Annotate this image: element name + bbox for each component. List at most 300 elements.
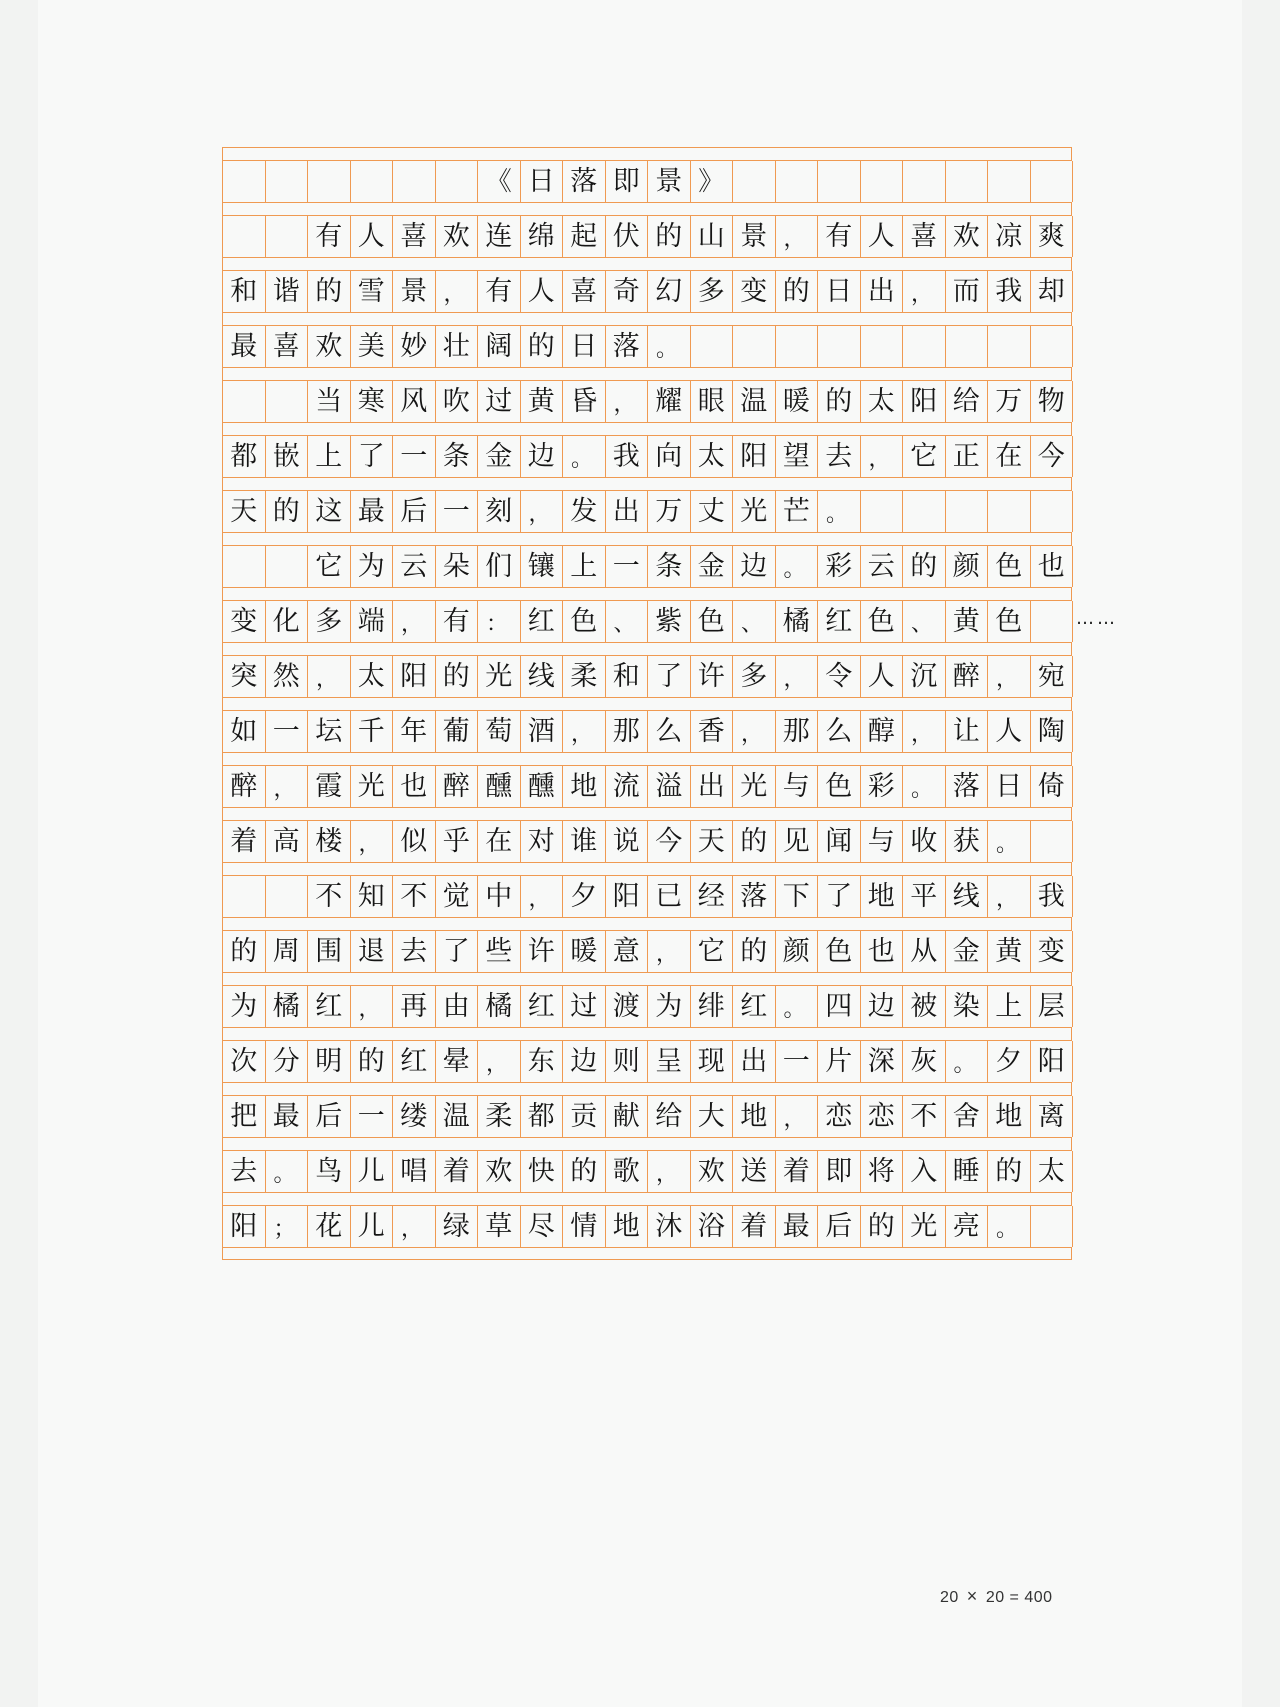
row-gap [222, 1192, 1072, 1205]
word-count-footer [940, 1586, 1053, 1607]
grid-cell [988, 491, 1031, 532]
grid-cell: 上 [563, 546, 606, 587]
grid-cell [861, 161, 904, 202]
grid-cell: 条 [436, 436, 479, 477]
grid-cell: 暖 [563, 931, 606, 972]
grid-cell: 贡 [563, 1096, 606, 1137]
grid-cell: 人 [861, 656, 904, 697]
grid-cell [988, 161, 1031, 202]
row-gap [222, 312, 1072, 325]
grid-cell: 去 [223, 1151, 266, 1192]
grid-cell: 、 [606, 601, 649, 642]
grid-cell: 年 [393, 711, 436, 752]
grid-cell: 浴 [691, 1206, 734, 1247]
grid-cell [223, 876, 266, 917]
grid-cell: 上 [988, 986, 1031, 1027]
composition-grid [222, 147, 1072, 1260]
grid-cell: 、 [733, 601, 776, 642]
grid-cell: 倚 [1031, 766, 1074, 807]
grid-cell: 幻 [648, 271, 691, 312]
grid-cell: 亮 [946, 1206, 989, 1247]
grid-cell: ， [521, 491, 564, 532]
grid-cell: 望 [776, 436, 819, 477]
grid-cell: 发 [563, 491, 606, 532]
grid-cell: 后 [818, 1206, 861, 1247]
grid-cell: 恋 [861, 1096, 904, 1137]
grid-cell: 过 [478, 381, 521, 422]
grid-cell: 了 [648, 656, 691, 697]
grid-cell: 地 [733, 1096, 776, 1137]
grid-cell: 黄 [521, 381, 564, 422]
grid-cell: 爽 [1031, 216, 1074, 257]
grid-cell: ， [351, 986, 394, 1027]
grid-cell: 东 [521, 1041, 564, 1082]
grid-cell: 周 [266, 931, 309, 972]
grid-cell: 一 [393, 436, 436, 477]
grid-cell [988, 326, 1031, 367]
grid-cell: ， [308, 656, 351, 697]
grid-cell: 入 [903, 1151, 946, 1192]
grid-cell: 天 [223, 491, 266, 532]
grid-cell: 金 [478, 436, 521, 477]
grid-cell: 落 [733, 876, 776, 917]
grid-cell: 夕 [988, 1041, 1031, 1082]
grid-cell: 金 [691, 546, 734, 587]
grid-cell: 献 [606, 1096, 649, 1137]
grid-cell: 彩 [861, 766, 904, 807]
grid-cell: ， [776, 1096, 819, 1137]
grid-cell: 万 [988, 381, 1031, 422]
grid-row [222, 545, 1072, 587]
grid-cell: 的 [861, 1206, 904, 1247]
grid-cell: ； [266, 1206, 309, 1247]
grid-cell: 今 [648, 821, 691, 862]
grid-row [222, 160, 1072, 202]
grid-cell [903, 491, 946, 532]
grid-cell: 似 [393, 821, 436, 862]
grid-cell: 景 [393, 271, 436, 312]
grid-cell: 舍 [946, 1096, 989, 1137]
grid-cell: 今 [1031, 436, 1074, 477]
grid-cell: 醉 [223, 766, 266, 807]
grid-cell: 中 [478, 876, 521, 917]
grid-cell: 见 [776, 821, 819, 862]
row-gap [222, 642, 1072, 655]
grid-cell: 这 [308, 491, 351, 532]
grid-cell: 么 [648, 711, 691, 752]
grid-cell: 寒 [351, 381, 394, 422]
grid-cell: 边 [563, 1041, 606, 1082]
grid-cell: 色 [818, 766, 861, 807]
grid-bottom-border [222, 1247, 1072, 1260]
grid-cell: 的 [733, 931, 776, 972]
grid-columns: 20 [940, 1589, 959, 1606]
grid-cell: 。 [776, 986, 819, 1027]
grid-cell: 落 [946, 766, 989, 807]
grid-cell: 送 [733, 1151, 776, 1192]
grid-cell: 染 [946, 986, 989, 1027]
grid-cell: 的 [776, 271, 819, 312]
grid-cell [1031, 1206, 1074, 1247]
grid-cell: 丈 [691, 491, 734, 532]
grid-cell: 醺 [478, 766, 521, 807]
grid-cell: 耀 [648, 381, 691, 422]
grid-cell: 再 [393, 986, 436, 1027]
grid-cell: 大 [691, 1096, 734, 1137]
grid-cell: 黄 [988, 931, 1031, 972]
grid-cell: 些 [478, 931, 521, 972]
grid-cell: 喜 [903, 216, 946, 257]
row-gap [222, 1137, 1072, 1150]
row-gap [222, 1082, 1072, 1095]
grid-cell: 们 [478, 546, 521, 587]
grid-cell: 也 [393, 766, 436, 807]
grid-cell [733, 326, 776, 367]
grid-cell: 鸟 [308, 1151, 351, 1192]
grid-cell: 、 [903, 601, 946, 642]
grid-cell: 地 [861, 876, 904, 917]
grid-cell: 着 [733, 1206, 776, 1247]
grid-cell: 唱 [393, 1151, 436, 1192]
grid-cell: 有 [478, 271, 521, 312]
grid-cell: 。 [563, 436, 606, 477]
grid-cell: ， [776, 216, 819, 257]
grid-cell [223, 546, 266, 587]
grid-cell: ， [563, 711, 606, 752]
grid-cell: 欢 [478, 1151, 521, 1192]
grid-cell: ， [393, 601, 436, 642]
grid-cell: 和 [223, 271, 266, 312]
grid-cell: 雪 [351, 271, 394, 312]
grid-cell: 有 [308, 216, 351, 257]
grid-cell: 多 [733, 656, 776, 697]
grid-cell: 橘 [776, 601, 819, 642]
grid-cell: 为 [223, 986, 266, 1027]
grid-row [222, 875, 1072, 917]
grid-cell: 眼 [691, 381, 734, 422]
grid-cell: 千 [351, 711, 394, 752]
grid-cell: 红 [521, 601, 564, 642]
grid-cell: 萄 [478, 711, 521, 752]
grid-cell: 喜 [393, 216, 436, 257]
grid-cell: 上 [308, 436, 351, 477]
grid-cell: 的 [436, 656, 479, 697]
grid-cell: 陶 [1031, 711, 1074, 752]
grid-cell: 芒 [776, 491, 819, 532]
grid-cell: 我 [1031, 876, 1074, 917]
grid-cell: 收 [903, 821, 946, 862]
grid-cell: 地 [563, 766, 606, 807]
grid-cell: 醉 [436, 766, 479, 807]
grid-cell: 欢 [691, 1151, 734, 1192]
grid-cell: 晕 [436, 1041, 479, 1082]
grid-cell: 色 [988, 546, 1031, 587]
grid-cell: 下 [776, 876, 819, 917]
grid-cell: 溢 [648, 766, 691, 807]
grid-cell: 天 [691, 821, 734, 862]
grid-cell: 的 [648, 216, 691, 257]
grid-cell: 在 [478, 821, 521, 862]
grid-cell: 绯 [691, 986, 734, 1027]
grid-cell: 即 [606, 161, 649, 202]
grid-cell: 起 [563, 216, 606, 257]
grid-cell: 在 [988, 436, 1031, 477]
grid-cell: ， [733, 711, 776, 752]
grid-cell: 儿 [351, 1151, 394, 1192]
grid-cell: 谁 [563, 821, 606, 862]
grid-cell: 日 [988, 766, 1031, 807]
grid-cell: 落 [563, 161, 606, 202]
grid-cell: 后 [393, 491, 436, 532]
grid-cell: 壮 [436, 326, 479, 367]
grid-cell: 向 [648, 436, 691, 477]
grid-cell: 一 [351, 1096, 394, 1137]
grid-cell: 知 [351, 876, 394, 917]
grid-cell: 去 [818, 436, 861, 477]
grid-cell: 过 [563, 986, 606, 1027]
grid-cell: 退 [351, 931, 394, 972]
grid-cell: ， [393, 1206, 436, 1247]
grid-cell: 宛 [1031, 656, 1074, 697]
grid-cell: 多 [691, 271, 734, 312]
grid-cell: ， [988, 656, 1031, 697]
grid-cell: 阳 [393, 656, 436, 697]
grid-cell: 说 [606, 821, 649, 862]
grid-cell [351, 161, 394, 202]
grid-row [222, 1205, 1072, 1247]
grid-cell: 线 [946, 876, 989, 917]
grid-cell: 与 [861, 821, 904, 862]
grid-cell: 我 [988, 271, 1031, 312]
grid-cell: 儿 [351, 1206, 394, 1247]
grid-cell: 有 [436, 601, 479, 642]
grid-cell: 草 [478, 1206, 521, 1247]
grid-cell: 太 [351, 656, 394, 697]
grid-cell: 离 [1031, 1096, 1074, 1137]
grid-cell: 夕 [563, 876, 606, 917]
grid-cell: 的 [223, 931, 266, 972]
grid-cell: 了 [818, 876, 861, 917]
grid-cell: 紫 [648, 601, 691, 642]
grid-cell: 景 [648, 161, 691, 202]
grid-cell: 出 [733, 1041, 776, 1082]
grid-cell: 由 [436, 986, 479, 1027]
grid-cell: ， [648, 931, 691, 972]
grid-cell [733, 161, 776, 202]
row-gap [222, 752, 1072, 765]
grid-cell: 不 [393, 876, 436, 917]
grid-cell: 光 [733, 766, 776, 807]
grid-cell: 不 [903, 1096, 946, 1137]
grid-cell: ， [861, 436, 904, 477]
grid-cell: 着 [223, 821, 266, 862]
grid-cell: 着 [776, 1151, 819, 1192]
grid-cell: 葡 [436, 711, 479, 752]
grid-cell: 。 [988, 1206, 1031, 1247]
grid-cell: 么 [818, 711, 861, 752]
row-gap [222, 972, 1072, 985]
grid-cell: 高 [266, 821, 309, 862]
row-gap [222, 477, 1072, 490]
grid-cell: 地 [606, 1206, 649, 1247]
grid-cell: 条 [648, 546, 691, 587]
row-gap [222, 862, 1072, 875]
grid-cell: 绵 [521, 216, 564, 257]
grid-cell [436, 161, 479, 202]
grid-cell [818, 326, 861, 367]
grid-cell: 坛 [308, 711, 351, 752]
grid-cell: 花 [308, 1206, 351, 1247]
grid-cell [776, 161, 819, 202]
grid-cell: ， [478, 1041, 521, 1082]
grid-cell: 那 [606, 711, 649, 752]
grid-cell: 流 [606, 766, 649, 807]
grid-cell: 它 [308, 546, 351, 587]
grid-cell: 都 [223, 436, 266, 477]
grid-cell: 变 [733, 271, 776, 312]
grid-cell: 边 [861, 986, 904, 1027]
grid-cell: ， [266, 766, 309, 807]
grid-cell: 那 [776, 711, 819, 752]
grid-cell [1031, 601, 1074, 642]
grid-cell: 给 [946, 381, 989, 422]
grid-cell: 去 [393, 931, 436, 972]
grid-cell: 出 [606, 491, 649, 532]
grid-cell: 渡 [606, 986, 649, 1027]
grid-cell: 日 [521, 161, 564, 202]
grid-cell: 人 [351, 216, 394, 257]
grid-cell: 红 [818, 601, 861, 642]
grid-cell: 化 [266, 601, 309, 642]
row-gap [222, 697, 1072, 710]
grid-cell [223, 216, 266, 257]
grid-cell: 有 [818, 216, 861, 257]
grid-cell [861, 326, 904, 367]
grid-cell: 温 [733, 381, 776, 422]
grid-cell: 的 [733, 821, 776, 862]
grid-cell: 颜 [946, 546, 989, 587]
grid-cell: 太 [861, 381, 904, 422]
grid-cell [818, 161, 861, 202]
grid-cell: 歌 [606, 1151, 649, 1192]
grid-cell: 美 [351, 326, 394, 367]
grid-cell: 香 [691, 711, 734, 752]
grid-cell: 的 [903, 546, 946, 587]
grid-cell: 。 [903, 766, 946, 807]
grid-cell: ， [903, 271, 946, 312]
grid-cell: ， [606, 381, 649, 422]
grid-row [222, 1095, 1072, 1137]
grid-cell: 层 [1031, 986, 1074, 1027]
grid-cell: 则 [606, 1041, 649, 1082]
grid-cell: 了 [436, 931, 479, 972]
grid-cell: 山 [691, 216, 734, 257]
grid-cell: 从 [903, 931, 946, 972]
grid-cell: 霞 [308, 766, 351, 807]
grid-cell: 也 [1031, 546, 1074, 587]
grid-cell [266, 876, 309, 917]
grid-cell: ， [436, 271, 479, 312]
grid-cell: 柔 [563, 656, 606, 697]
grid-cell: 呈 [648, 1041, 691, 1082]
grid-cell: 色 [818, 931, 861, 972]
grid-cell: ： [478, 601, 521, 642]
grid-cell: 阳 [1031, 1041, 1074, 1082]
grid-row [222, 710, 1072, 752]
grid-cell: 嵌 [266, 436, 309, 477]
grid-cell: 风 [393, 381, 436, 422]
grid-cell: ， [351, 821, 394, 862]
grid-cell: 刻 [478, 491, 521, 532]
grid-cell: 最 [266, 1096, 309, 1137]
grid-cell: 的 [521, 326, 564, 367]
grid-cell: 为 [648, 986, 691, 1027]
grid-cell: 边 [733, 546, 776, 587]
grid-cell: 金 [946, 931, 989, 972]
grid-cell: 日 [818, 271, 861, 312]
grid-cell: 它 [903, 436, 946, 477]
grid-cell: 边 [521, 436, 564, 477]
grid-cell: 正 [946, 436, 989, 477]
grid-cell [1031, 161, 1074, 202]
grid-cell: 阔 [478, 326, 521, 367]
grid-row [222, 930, 1072, 972]
grid-cell: 欢 [946, 216, 989, 257]
row-gap [222, 202, 1072, 215]
grid-cell: 红 [521, 986, 564, 1027]
grid-cell [1031, 326, 1074, 367]
grid-cell [223, 161, 266, 202]
grid-cell: 光 [733, 491, 776, 532]
grid-cell: 醺 [521, 766, 564, 807]
grid-cell: 与 [776, 766, 819, 807]
grid-cell: 日 [563, 326, 606, 367]
grid-cell: 人 [521, 271, 564, 312]
grid-cell [946, 161, 989, 202]
grid-cell: 最 [351, 491, 394, 532]
grid-cell: 灰 [903, 1041, 946, 1082]
grid-cell: 变 [1031, 931, 1074, 972]
grid-cell: 光 [478, 656, 521, 697]
grid-cell: 乎 [436, 821, 479, 862]
grid-cell: 橘 [266, 986, 309, 1027]
row-gap [222, 917, 1072, 930]
grid-cell: 平 [903, 876, 946, 917]
grid-cell: 如 [223, 711, 266, 752]
grid-cell: 谐 [266, 271, 309, 312]
grid-cell: 。 [818, 491, 861, 532]
grid-cell: 沉 [903, 656, 946, 697]
grid-cell: 光 [903, 1206, 946, 1247]
grid-cell: 绿 [436, 1206, 479, 1247]
grid-cell: 色 [861, 601, 904, 642]
row-gap [222, 422, 1072, 435]
grid-cell: 《 [478, 161, 521, 202]
grid-cell: 镶 [521, 546, 564, 587]
grid-cell: 喜 [266, 326, 309, 367]
grid-cell: 然 [266, 656, 309, 697]
grid-cell: 我 [606, 436, 649, 477]
row-gap [222, 257, 1072, 270]
grid-cell: 恋 [818, 1096, 861, 1137]
grid-cell: 光 [351, 766, 394, 807]
grid-total: 20 = 400 [985, 1589, 1053, 1606]
grid-cell: 楼 [308, 821, 351, 862]
grid-row [222, 325, 1072, 367]
grid-cell: 人 [988, 711, 1031, 752]
grid-cell: 欢 [308, 326, 351, 367]
grid-cell: 吹 [436, 381, 479, 422]
